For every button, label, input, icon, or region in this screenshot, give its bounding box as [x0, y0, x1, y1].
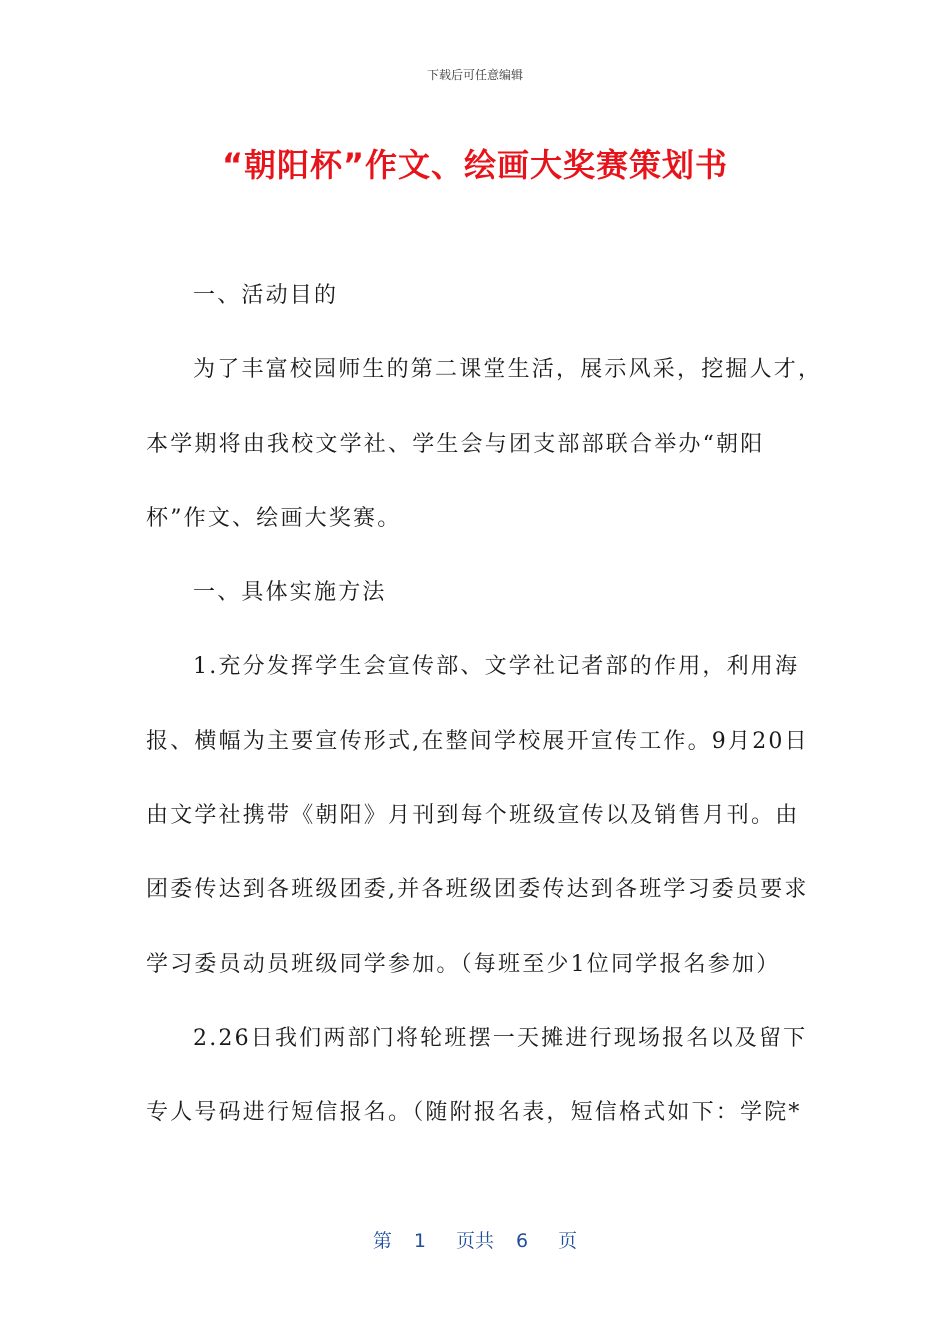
- paragraph-line: 由文学社携带《朝阳》月刊到每个班级宣传以及销售月刊。由: [146, 803, 800, 828]
- footer-total-pages: 6: [516, 1230, 529, 1252]
- section-heading: 一、活动目的: [193, 283, 339, 308]
- paragraph-line: 报、横幅为主要宣传形式,在整间学校展开宣传工作。9月20日: [146, 729, 809, 754]
- paragraph-line: 1.充分发挥学生会宣传部、文学社记者部的作用，利用海: [193, 654, 800, 679]
- footer-page-middle: 页共: [455, 1230, 494, 1252]
- paragraph-line: 本学期将由我校文学社、学生会与团支部部联合举办“朝阳: [146, 432, 765, 457]
- paragraph-line: 团委传达到各班级团委,并各班级团委传达到各班学习委员要求: [146, 877, 809, 902]
- paragraph-line: 杯”作文、绘画大奖赛。: [146, 506, 402, 531]
- footer-page-prefix: 第: [372, 1230, 392, 1252]
- footer-page-suffix: 页: [558, 1230, 578, 1252]
- paragraph-line: 为了丰富校园师生的第二课堂生活，展示风采，挖掘人才，: [193, 357, 823, 382]
- paragraph-line: 学习委员动员班级同学参加。（每班至少1位同学报名参加）: [146, 952, 781, 977]
- page-footer: [0, 1226, 950, 1253]
- paragraph-line: 2.26日我们两部门将轮班摆一天摊进行现场报名以及留下: [193, 1026, 808, 1051]
- section-heading: 一、具体实施方法: [193, 580, 387, 605]
- footer-current-page: 1: [413, 1230, 426, 1252]
- document-title: “朝阳杯”作文、绘画大奖赛策划书: [221, 146, 729, 184]
- page-header-note: 下载后可任意编辑: [426, 68, 523, 82]
- paragraph-line: 专人号码进行短信报名。（随附报名表，短信格式如下：学院*: [146, 1100, 802, 1125]
